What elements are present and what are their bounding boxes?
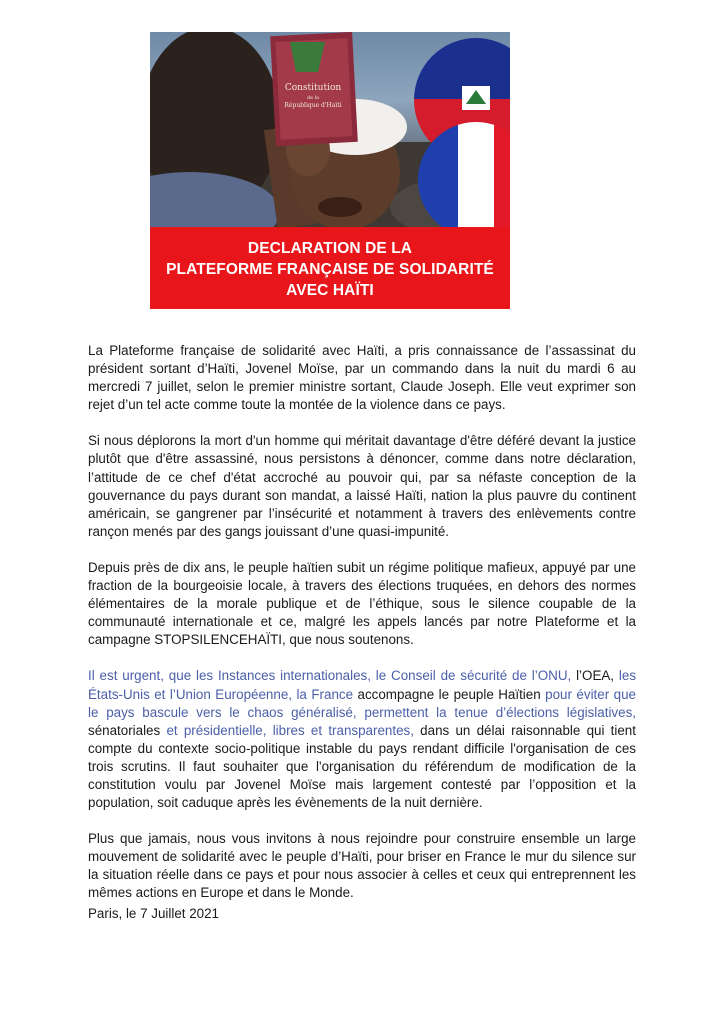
p4-segment-5: pour éviter que le pays bascule vers le chaos généralisé, permettent la tenue d’élections législatives,	[88, 686, 636, 720]
p4-segment-8: dans un délai raisonnable qui tient compte du contexte socio-politique instable du pays rendant difficile l'organisation de ces trois scrutins. Il faut souhaiter que l'organisation du référendum de modification de la constitution voulu par Jovenel Moïse mais largement contesté par l’opposition et la population, soit caduque après les évènements de la nuit dernière.	[88, 722, 636, 811]
constitution-book	[270, 32, 358, 146]
p4-segment-6: sénatoriales	[88, 722, 167, 738]
title-banner	[150, 227, 510, 309]
protest-photo-illustration	[150, 32, 510, 227]
p4-segment-7: et présidentielle, libres et transparentes,	[166, 722, 421, 738]
p4-segment-1: Il est urgent, que les Instances internationales, le Conseil de sécurité de l’ONU,	[88, 668, 577, 684]
paragraph-5: Plus que jamais, nous vous invitons à nous rejoindre pour construire ensemble un large mouvement de solidarité avec le peuple d’Haïti, pour briser en France le mur du silence sur la situation réelle dans ce pays et pour nous associer à celles et ceux qui entreprennent les mêmes actions en Europe et dans le Monde.	[88, 831, 636, 901]
p4-segment-4: accompagne le peuple Haïtien	[357, 686, 546, 702]
paragraph-1: La Plateforme française de solidarité avec Haïti, a pris connaissance de l’assassinat du président sortant d’Haïti, Jovenel Moïse, par un commando dans la nuit du mardi 6 au mercredi 7 juillet, selon le premier ministre sortant, Claude Joseph. Elle veut exprimer son rejet d’un tel acte comme toute la montée de la violence dans ce pays.	[88, 343, 636, 413]
banner-line-2: PLATEFORME FRANÇAISE DE SOLIDARITÉ	[166, 260, 494, 278]
signoff-date: Paris, le 7 Juillet 2021	[88, 906, 220, 921]
header-photo	[150, 32, 510, 227]
paragraph-2: Si nous déplorons la mort d'un homme qui méritait davantage d'être déféré devant la justice plutôt que d'être assassiné, nous persistons à dénoncer, comme dans notre déclaration, l’attitude de ce chef d'état accroché au pouvoir qui, par sa néfaste conception de la gouvernance du pays durant son mandat, a laissé Haïti, nation la plus pauvre du continent américain, se gangrener par l’insécurité et notamment à travers des enlèvements contre rançon menés par des gangs jouissant d’une quasi-impunité.	[88, 433, 636, 539]
declaration-body	[88, 342, 636, 921]
book-title-line1: Constitution	[284, 83, 342, 93]
p4-segment-3: les États-Unis et l’Union Européenne, la France	[88, 668, 637, 702]
banner-line-1: DECLARATION DE LA	[247, 239, 413, 257]
paragraph-3: Depuis près de dix ans, le peuple haïtien subit un régime politique mafieux, appuyé par une fraction de la bourgeoisie locale, à travers des élections truquées, en dehors des normes élémentaires de la morale publique et de l’éthique, sous le silence coupable de la communauté internationale et ce, malgré les appels lancés par notre Plateforme et la campagne STOPSILENCEHAÏTI, que nous soutenons.	[88, 559, 636, 648]
p4-segment-2: l’OEA,	[576, 668, 619, 684]
banner-line-3: AVEC HAÏTI	[286, 281, 374, 299]
book-title-line2: de la	[306, 95, 320, 101]
book-title-line3: République d'Haïti	[284, 102, 342, 109]
paragraph-4	[88, 667, 636, 812]
